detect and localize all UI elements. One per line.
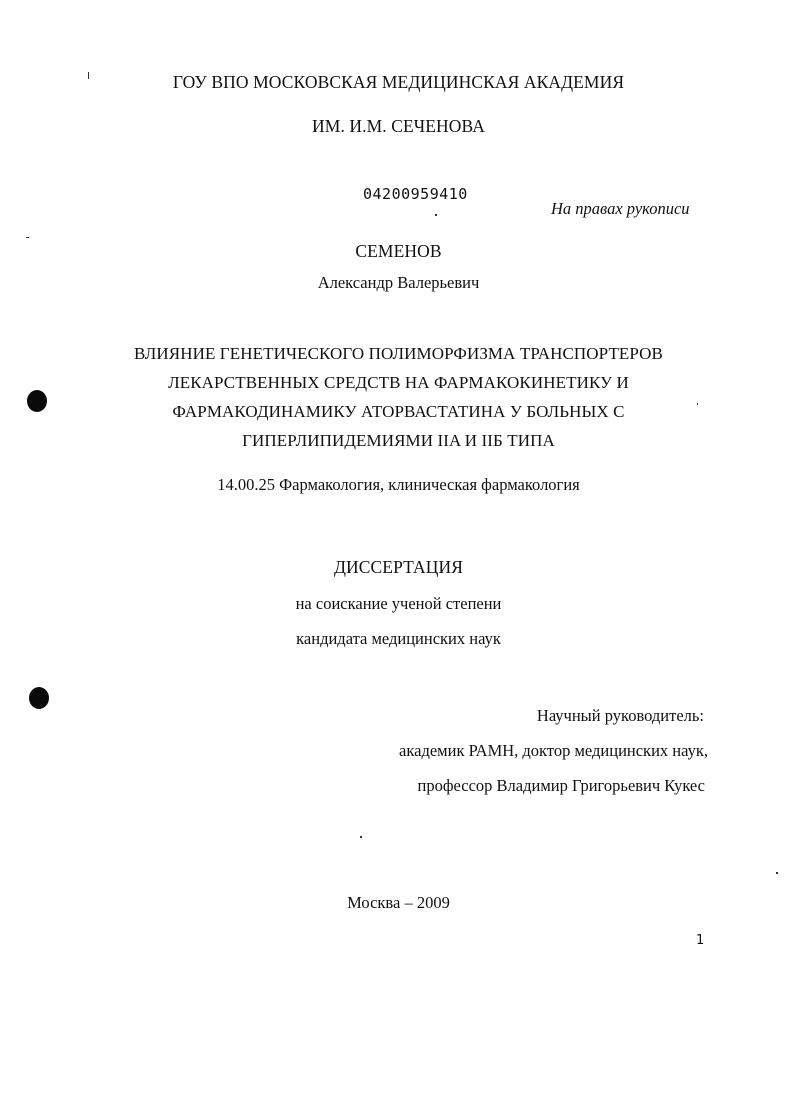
registry-number-stamp: 04200959410 (363, 185, 468, 203)
institution-name: ГОУ ВПО МОСКОВСКАЯ МЕДИЦИНСКАЯ АКАДЕМИЯ (172, 72, 625, 92)
supervisor-titles: академик РАМН, доктор медицинских наук, (399, 741, 708, 760)
specialty-code: 14.00.25 Фармакология, клиническая фармакология (217, 475, 580, 494)
scan-speck (776, 872, 778, 874)
thesis-title-line-2: ЛЕКАРСТВЕННЫХ СРЕДСТВ НА ФАРМАКОКИНЕТИКУ И (168, 373, 629, 392)
degree-line-1: на соискание ученой степени (295, 594, 502, 613)
thesis-title-line-1: ВЛИЯНИЕ ГЕНЕТИЧЕСКОГО ПОЛИМОРФИЗМА ТРАНСПОРТЕРОВ (133, 344, 663, 363)
punch-hole-upper (27, 390, 47, 412)
scan-speck (88, 72, 89, 79)
supervisor-name: профессор Владимир Григорьевич Кукес (417, 776, 705, 795)
scan-speck (435, 214, 437, 216)
supervisor-label: Научный руководитель: (536, 706, 704, 725)
page-number: 1 (696, 933, 705, 948)
place-year: Москва – 2009 (347, 893, 450, 912)
thesis-title-line-3: ФАРМАКОДИНАМИКУ АТОРВАСТАТИНА У БОЛЬНЫХ С (172, 402, 625, 421)
degree-line-2: кандидата медицинских наук (296, 629, 501, 648)
scan-speck (697, 403, 698, 405)
thesis-title-line-4: ГИПЕРЛИПИДЕМИЯМИ IIA И IIБ ТИПА (242, 431, 555, 450)
scan-speck (360, 836, 362, 838)
scan-speck (26, 237, 29, 238)
manuscript-rights-note: На правах рукописи (551, 199, 690, 218)
institution-name-suffix: ИМ. И.М. СЕЧЕНОВА (312, 116, 485, 136)
work-type-heading: ДИССЕРТАЦИЯ (333, 557, 464, 577)
punch-hole-lower (29, 687, 49, 709)
author-surname: СЕМЕНОВ (355, 241, 442, 261)
author-given-names: Александр Валерьевич (317, 273, 480, 292)
